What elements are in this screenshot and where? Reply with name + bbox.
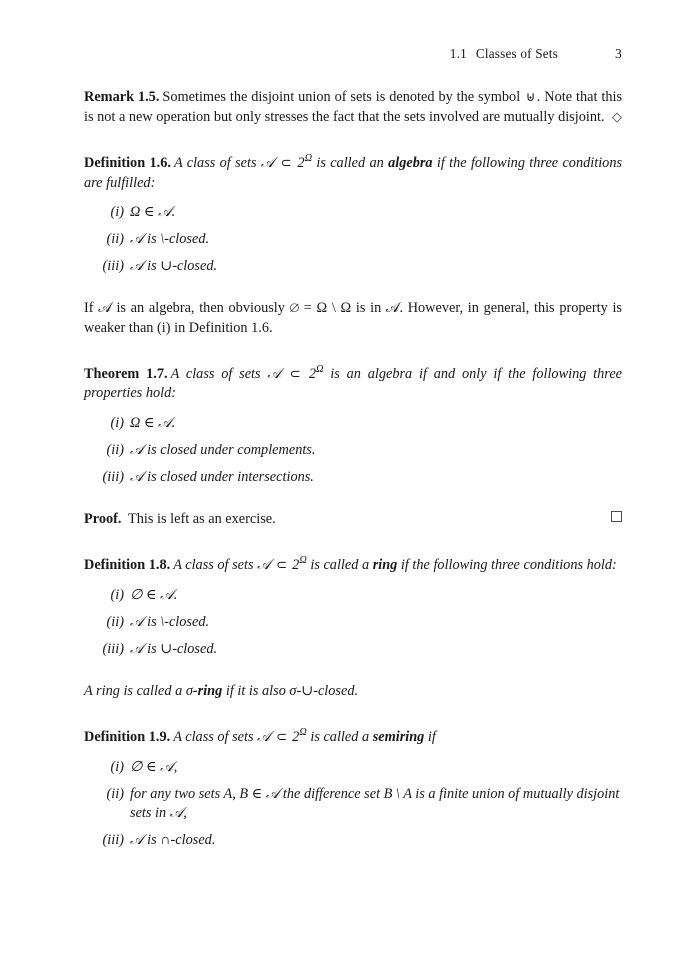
theorem-1-7-class-symbol: 𝒜 [267, 365, 282, 382]
sigma-ring-text-1: A ring is called a [84, 682, 183, 699]
definition-1-9-term: semiring [372, 728, 425, 745]
list-item [84, 230, 622, 250]
running-head [84, 46, 622, 62]
list-item [84, 414, 622, 434]
proof-line [84, 510, 622, 530]
definition-1-9-class-symbol: 𝒜 [257, 728, 271, 745]
remark-1-5-label: Remark 1.5. [84, 89, 160, 105]
power-set-base: 2 [292, 728, 300, 745]
list-item-text: ∅ ∈ 𝒜. [130, 586, 178, 603]
list-item-text: Ω ∈ 𝒜. [130, 204, 176, 221]
definition-1-6-text-3: if the following three conditions are fulfilled: [84, 154, 623, 191]
list-item-marker: (iii) [102, 832, 124, 849]
proof-block [84, 510, 622, 530]
list-item-marker: (ii) [106, 231, 124, 248]
list-item-text: 𝒜 is closed under complements. [130, 442, 316, 459]
definition-1-9-text-2: is called a [310, 728, 370, 745]
list-item-text: for any two sets A, B ∈ 𝒜 the difference set B \ A is a finite union of mutually disjoint sets in 𝒜, [130, 785, 620, 822]
list-item-text: 𝒜 is ∪-closed. [130, 258, 218, 275]
algebra-note-block [84, 299, 622, 338]
definition-1-6-text-1: A class of sets [173, 154, 257, 171]
list-item [84, 441, 622, 461]
definition-1-6-class-symbol: 𝒜 [260, 154, 275, 171]
sigma-ring-term: -ring [192, 682, 223, 699]
theorem-1-7-text-1: A class of sets [170, 365, 261, 382]
theorem-1-7-paragraph [84, 360, 622, 404]
remark-end-diamond-icon: ◇ [612, 109, 622, 125]
remark-1-5-text-after: . Note that this is not a new operation but only stresses the fact that the sets involved are mutually disjoint. [84, 89, 623, 125]
list-item-text: ∅ ∈ 𝒜, [130, 758, 178, 775]
list-item-text: 𝒜 is \-closed. [130, 613, 210, 630]
definition-1-8-block [84, 551, 622, 659]
definition-1-6-paragraph [84, 149, 622, 193]
power-set-exponent: Ω [316, 364, 324, 376]
qed-square-icon [611, 511, 622, 522]
list-item [84, 257, 622, 277]
definition-1-6-term: algebra [388, 154, 433, 171]
list-item-marker: (ii) [106, 613, 124, 630]
subset-symbol: ⊂ [280, 155, 292, 171]
list-item [84, 203, 622, 223]
definition-1-9-text-1: A class of sets [173, 728, 254, 745]
list-item [84, 785, 622, 824]
definition-1-8-text-1: A class of sets [173, 557, 254, 574]
subset-symbol: ⊂ [289, 366, 301, 382]
definition-1-8-term: ring [372, 557, 398, 574]
remark-1-5-text-before: Sometimes the disjoint union of sets is denoted by the symbol [162, 89, 521, 105]
list-item [84, 640, 622, 660]
definition-1-9-paragraph [84, 723, 622, 747]
list-item-marker: (i) [110, 415, 124, 432]
definition-1-6-text-2: is called an [316, 154, 384, 171]
theorem-1-7-block [84, 360, 622, 488]
list-item [84, 613, 622, 633]
subset-symbol: ⊂ [276, 729, 288, 745]
definition-1-8-text-2: is called a [310, 557, 370, 574]
definition-1-6-label: Definition 1.6. [84, 154, 171, 171]
definition-1-6-list [84, 203, 622, 277]
list-item-marker: (ii) [106, 785, 124, 802]
theorem-1-7-text-2: is an algebra if and only if the following three properties hold: [84, 365, 623, 402]
definition-1-9-block [84, 723, 622, 851]
list-item-text: 𝒜 is ∩-closed. [130, 832, 216, 849]
definition-1-8-class-symbol: 𝒜 [257, 557, 271, 574]
definition-1-9-text-3: if [427, 728, 436, 745]
proof-label: Proof. [84, 510, 122, 527]
power-set-base: 2 [292, 557, 300, 574]
definition-1-9-label: Definition 1.9. [84, 728, 171, 745]
definition-1-8-text-3: if the following three conditions hold: [400, 557, 617, 574]
subset-symbol: ⊂ [276, 558, 288, 574]
remark-1-5-block [84, 88, 622, 127]
power-set-base: 2 [308, 365, 317, 382]
list-item-marker: (ii) [106, 442, 124, 459]
uplus-symbol: ⊎ [525, 90, 536, 105]
sigma-symbol: σ [185, 682, 193, 699]
definition-1-8-label: Definition 1.8. [84, 557, 171, 574]
sigma-ring-note-paragraph [84, 682, 622, 702]
page-number: 3 [615, 46, 622, 61]
list-item [84, 586, 622, 606]
power-set-exponent: Ω [299, 555, 307, 567]
list-item-marker: (i) [110, 758, 124, 775]
theorem-1-7-list [84, 414, 622, 488]
sigma-ring-note-block [84, 682, 622, 702]
theorem-1-7-label: Theorem 1.7. [84, 365, 168, 382]
list-item [84, 758, 622, 778]
page-content [84, 46, 622, 864]
algebra-note-paragraph: If 𝒜 is an algebra, then obviously ∅ = Ω \ Ω is in 𝒜. However, in general, this property is weaker than (i) in Definition 1.6. [84, 299, 622, 336]
list-item-marker: (i) [110, 586, 124, 603]
list-item-text: 𝒜 is ∪-closed. [130, 640, 218, 657]
sigma-ring-text-2: if it is also σ-∪-closed. [225, 682, 359, 699]
definition-1-8-list [84, 586, 622, 660]
power-set-exponent: Ω [299, 727, 307, 739]
list-item-text: Ω ∈ 𝒜. [130, 415, 176, 432]
running-head-section-number: 1.1 [449, 46, 467, 61]
list-item [84, 831, 622, 851]
running-head-section-title: Classes of Sets [475, 46, 558, 61]
power-set-exponent: Ω [304, 153, 313, 165]
remark-1-5-paragraph [84, 88, 622, 127]
list-item [84, 468, 622, 488]
list-item-marker: (iii) [102, 640, 124, 657]
definition-1-6-block [84, 149, 622, 277]
list-item-marker: (iii) [102, 258, 124, 275]
definition-1-8-paragraph [84, 551, 622, 575]
definition-1-9-list [84, 758, 622, 851]
list-item-text: 𝒜 is closed under intersections. [130, 469, 314, 486]
power-set-base: 2 [297, 154, 305, 171]
list-item-text: 𝒜 is \-closed. [130, 231, 210, 248]
list-item-marker: (i) [110, 204, 124, 221]
proof-text [84, 510, 276, 530]
proof-body: This is left as an exercise. [128, 510, 276, 527]
list-item-marker: (iii) [102, 469, 124, 486]
